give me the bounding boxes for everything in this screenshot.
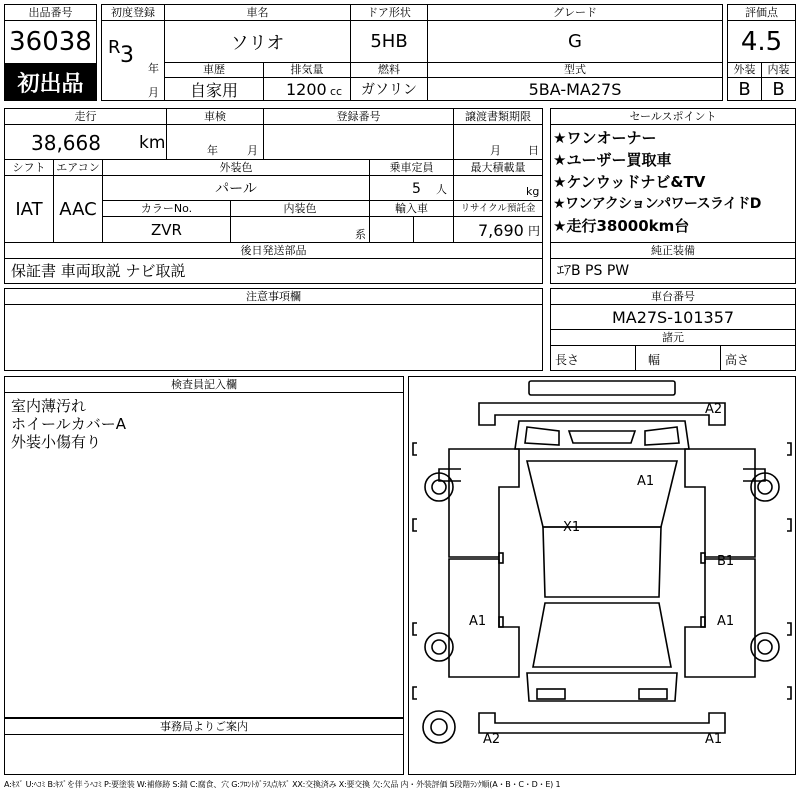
- interior-label-cell: [761, 62, 796, 78]
- first-reg-label: 初度登録: [111, 6, 155, 19]
- displacement-cell: [263, 77, 351, 101]
- fuel-label-cell: [350, 62, 428, 78]
- color-no: ZVR: [151, 220, 182, 239]
- damage-mark-x1: X1: [563, 520, 581, 535]
- inspector-label: 検査員記入欄: [171, 378, 237, 391]
- import-label: 輸入車: [395, 202, 428, 215]
- car-outline: [409, 377, 795, 774]
- equipment-label: 純正装備: [651, 244, 695, 257]
- grade-label-cell: [427, 4, 723, 21]
- height-cell: [720, 345, 796, 371]
- damage-diagram: [408, 376, 796, 775]
- import-cell-2: [413, 216, 454, 243]
- score-label-cell: [727, 4, 796, 21]
- mileage: 38,668: [31, 131, 101, 155]
- height-label: 高さ: [725, 353, 750, 367]
- damage-mark-a2-bottom: A2: [483, 732, 501, 747]
- exterior-label-cell: [727, 62, 762, 78]
- color: パール: [215, 181, 257, 197]
- inspection-month-unit: 月: [247, 144, 258, 157]
- length-label: 長さ: [555, 353, 580, 367]
- interior-grade: B: [772, 78, 785, 100]
- mileage-unit: km: [139, 133, 166, 153]
- int-color-label: 内装色: [283, 202, 317, 215]
- displacement-label: 排気量: [290, 63, 324, 76]
- shift: IAT: [15, 198, 43, 220]
- selling-points-label: セールスポイント: [629, 110, 717, 123]
- color-no-cell: [102, 216, 231, 243]
- damage-mark-a1-roof: A1: [637, 474, 655, 489]
- first-listing-text: 初出品: [17, 71, 84, 97]
- displacement-label-cell: [263, 62, 351, 78]
- inspector-line-2: ホイールカバーA: [11, 415, 126, 433]
- recycle: 7,690: [478, 221, 524, 240]
- first-reg-label-cell: [101, 4, 165, 21]
- import-label-cell: [369, 200, 454, 217]
- model-cell: [427, 77, 723, 101]
- later-parts: 保証書 車両取説 ナビ取説: [11, 262, 186, 280]
- color-cell: [102, 175, 370, 201]
- mileage-label-cell: [4, 108, 167, 125]
- history-label: 車歴: [203, 63, 225, 76]
- footer-legend: A:ｷｽﾞ U:ﾍｺﾐ B:ｷｽﾞを伴うﾍｺﾐ P:要塗装 W:補修跡 S:錆 C:腐食、穴 G:ﾌﾛﾝﾄｶﾞﾗｽ点ｷｽﾞ XX:交換済み X:要交換 欠:欠品 内・外装評価 5段階ﾗﾝｸ順(A・B・C・D・E) 1: [4, 780, 561, 789]
- lot-number-cell: [4, 20, 97, 64]
- capacity-label-cell: [369, 159, 454, 176]
- int-color-label-cell: [230, 200, 370, 217]
- history-label-cell: [164, 62, 264, 78]
- history-cell: [164, 77, 264, 101]
- interior-label: 内装: [767, 63, 790, 76]
- selling-point-3: ★ケンウッドナビ&TV: [553, 173, 706, 191]
- selling-points-label-cell: [550, 108, 796, 125]
- interior-grade-cell: [761, 77, 796, 101]
- door-label-cell: [350, 4, 428, 21]
- damage-mark-b1: B1: [717, 554, 735, 569]
- load-label-cell: [453, 159, 543, 176]
- selling-point-2: ★ユーザー買取車: [553, 151, 672, 169]
- ac: AAC: [59, 198, 97, 220]
- length-cell: [550, 345, 636, 371]
- inspector-label-cell: [4, 376, 404, 393]
- model: 5BA-MA27S: [528, 79, 622, 99]
- damage-mark-a1-right: A1: [717, 614, 735, 629]
- chassis-number: MA27S-101357: [611, 307, 735, 327]
- car-name-label: 車名: [246, 6, 269, 19]
- score: 4.5: [740, 26, 783, 57]
- inspector-line-1: 室内薄汚れ: [11, 397, 87, 415]
- later-label: 後日発送部品: [240, 244, 307, 257]
- recycle-cell: [453, 216, 543, 243]
- selling-point-1: ★ワンオーナー: [553, 129, 657, 147]
- transfer-label-cell: [453, 108, 543, 125]
- capacity: 5: [412, 181, 421, 197]
- capacity-cell: [369, 175, 454, 201]
- lot-label: 出品番号: [28, 6, 73, 19]
- fuel: ガソリン: [361, 82, 417, 98]
- color-label: 外装色: [219, 161, 253, 174]
- first-listing-badge: [4, 63, 97, 101]
- dims-label-cell: [550, 329, 796, 346]
- selling-point-4: ★ワンアクションパワースライドD: [553, 196, 761, 212]
- reg-number-label: 登録番号: [336, 110, 381, 123]
- displacement-unit: cc: [330, 85, 343, 98]
- shift-cell: [4, 175, 54, 243]
- year-unit: 年: [148, 62, 159, 75]
- transfer-label: 譲渡書類期限: [465, 110, 531, 123]
- transfer-day-unit: 日: [528, 144, 539, 157]
- notes-label: 注意事項欄: [246, 290, 301, 303]
- car-name: ソリオ: [230, 32, 285, 54]
- score-cell: [727, 20, 796, 63]
- month-unit: 月: [148, 86, 159, 99]
- selling-point-5: ★走行38000km台: [553, 217, 690, 235]
- mileage-cell: [4, 124, 167, 160]
- later-cell: [4, 258, 543, 284]
- color-no-label: カラーNo.: [140, 202, 193, 215]
- displacement: 1200: [286, 80, 327, 99]
- equipment: ｴｱB PS PW: [557, 263, 630, 279]
- fuel-cell: [350, 77, 428, 101]
- chassis-label: 車台番号: [651, 290, 695, 303]
- exterior-grade-cell: [727, 77, 762, 101]
- shift-label-cell: [4, 159, 54, 176]
- recycle-label: リサイクル預託金: [460, 203, 536, 214]
- equipment-label-cell: [550, 242, 796, 259]
- import-cell: [369, 216, 414, 243]
- grade-cell: [427, 20, 723, 63]
- reg-number-label-cell: [263, 108, 454, 125]
- era: R: [108, 37, 121, 58]
- chassis-label-cell: [550, 288, 796, 305]
- grade: G: [568, 31, 582, 52]
- door-label: ドア形状: [367, 6, 411, 19]
- dims-label: 諸元: [662, 331, 684, 344]
- inspection-cell: [166, 124, 264, 160]
- notes-label-cell: [4, 288, 543, 305]
- recycle-label-cell: [453, 200, 543, 217]
- model-label: 型式: [564, 63, 586, 76]
- history: 自家用: [189, 80, 238, 100]
- car-name-label-cell: [164, 4, 351, 21]
- inspector-line-3: 外装小傷有り: [11, 433, 102, 451]
- reg-number-cell: [263, 124, 454, 160]
- inspection-label-cell: [166, 108, 264, 125]
- transfer-month-unit: 月: [490, 144, 501, 157]
- first-reg-value-cell: [101, 20, 165, 101]
- width-label: 幅: [648, 353, 661, 367]
- ac-cell: [53, 175, 103, 243]
- width-cell: [635, 345, 721, 371]
- door-type: 5HB: [370, 31, 408, 52]
- notes-cell: [4, 304, 543, 371]
- score-label: 評価点: [745, 6, 778, 19]
- reg-year: 3: [120, 43, 134, 68]
- int-color-unit: 系: [355, 228, 366, 241]
- chassis-cell: [550, 304, 796, 330]
- lot-number: 36038: [9, 27, 92, 57]
- inspection-label: 車検: [204, 110, 226, 123]
- fuel-label: 燃料: [378, 63, 400, 76]
- exterior-label: 外装: [733, 63, 756, 76]
- ac-label-cell: [53, 159, 103, 176]
- office-label: 事務局よりご案内: [160, 720, 248, 733]
- exterior-grade: B: [738, 78, 751, 100]
- ac-label: エアコン: [56, 161, 100, 174]
- shift-label: シフト: [12, 161, 46, 174]
- color-no-label-cell: [102, 200, 231, 217]
- load-cell: [453, 175, 543, 201]
- car-name-cell: [164, 20, 351, 63]
- selling-points-list: [550, 124, 796, 243]
- recycle-unit: 円: [528, 224, 541, 238]
- mileage-label: 走行: [74, 110, 97, 123]
- load-label: 最大積載量: [470, 161, 526, 174]
- capacity-unit: 人: [436, 183, 447, 196]
- equipment-cell: [550, 258, 796, 284]
- damage-mark-a1-bottom: A1: [705, 732, 723, 747]
- damage-mark-a2-top: A2: [705, 402, 723, 417]
- inspector-cell: [4, 392, 404, 718]
- office-label-cell: [4, 718, 404, 735]
- capacity-label: 乗車定員: [389, 161, 434, 174]
- transfer-cell: [453, 124, 543, 160]
- office-cell: [4, 734, 404, 775]
- door-cell: [350, 20, 428, 63]
- lot-label-cell: [4, 4, 97, 21]
- later-label-cell: [4, 242, 543, 259]
- inspection-year-unit: 年: [207, 144, 218, 157]
- int-color-cell: [230, 216, 370, 243]
- grade-label: グレード: [553, 6, 597, 19]
- load-unit: kg: [526, 185, 540, 198]
- model-label-cell: [427, 62, 723, 78]
- color-label-cell: [102, 159, 370, 176]
- damage-mark-a1-left: A1: [469, 614, 487, 629]
